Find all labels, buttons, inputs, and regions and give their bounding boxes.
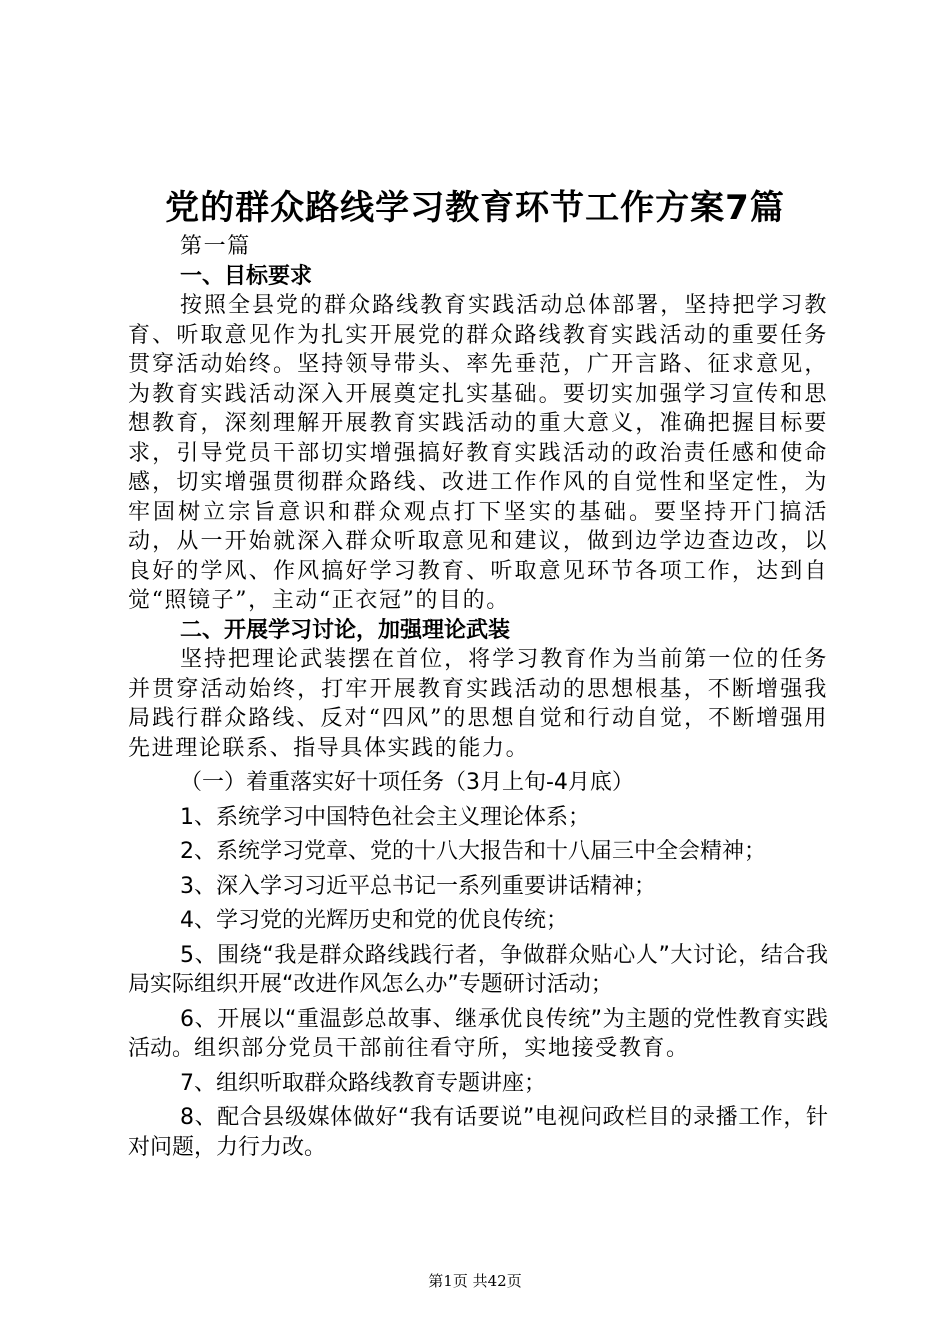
task-item-7: 7、组织听取群众路线教育专题讲座； [180,1070,546,1096]
section1-heading: 一、目标要求 [180,263,313,289]
subsection-heading: （一）着重落实好十项任务（3月上旬-4月底） [180,770,634,795]
section1-paragraph: 按照全县党的群众路线教育实践活动总体部署，坚持把学习教育、听取意见作为扎实开展党的群众路线教育实践活动的重要任务贯穿活动始终。坚持领导带头、率先垂范，广开言路、征求意见，为教育实践活动深入开展奠定扎实基础。要切实加强学习宣传和思想教育，深刻理解开展教育实践活动的重大意义，准确把握目标要求，引导党员干部切实增强搞好教育实践活动的政治责任感和使命感，切实增强贯彻群众路线、改进工作作风的自觉性和坚定性，为牢固树立宗旨意识和群众观点打下坚实的基础。要坚持开门搞活动，从一开始就深入群众听取意见和建议，做到边学边查边改，以良好的学风、作风搞好学习教育、听取意见环节各项工作，达到自觉“照镜子”，主动“正衣冠”的目的。 [128,293,828,613]
section2-paragraph: 坚持把理论武装摆在首位，将学习教育作为当前第一位的任务并贯穿活动始终，打牢开展教育实践活动的思想根基，不断增强我局践行群众路线、反对“四风”的思想自觉和行动自觉，不断增强用先进理论联系、指导具体实践的能力。 [128,647,828,761]
page-footer: 第1页 共42页 [428,1272,522,1290]
task-item-6-detail: 组织部分党员干部前往看守所，实地接受教育。 [194,1036,690,1061]
part-label: 第一篇 [180,234,251,259]
task-item-3: 3、深入学习习近平总书记一系列重要讲话精神； [180,873,656,899]
task-item-8: 8、配合县级媒体做好“我有话要说”电视问政栏目的录播工作，针对问题，力行力改。 [128,1105,828,1160]
task-item-6 [128,1005,828,1064]
task-item-2: 2、系统学习党章、党的十八大报告和十八届三中全会精神； [180,839,766,864]
task-item-4: 4、学习党的光辉历史和党的优良传统； [180,908,568,933]
document-body [128,232,828,1162]
task-item-5: 5、围绕“我是群众路线践行者，争做群众贴心人”大讨论，结合我局实际组织开展“改进作风怎么办”专题研讨活动； [128,942,828,997]
document-title: 党的群众路线学习教育环节工作方案7篇 [165,188,785,228]
task-item-1: 1、系统学习中国特色社会主义理论体系； [180,804,590,830]
section2-heading: 二、开展学习讨论，加强理论武装 [180,617,511,643]
task-item-6-main: 6、开展以“重温彭总故事、继承优良传统”为主题的党性教育实践活动。 [128,1006,828,1061]
